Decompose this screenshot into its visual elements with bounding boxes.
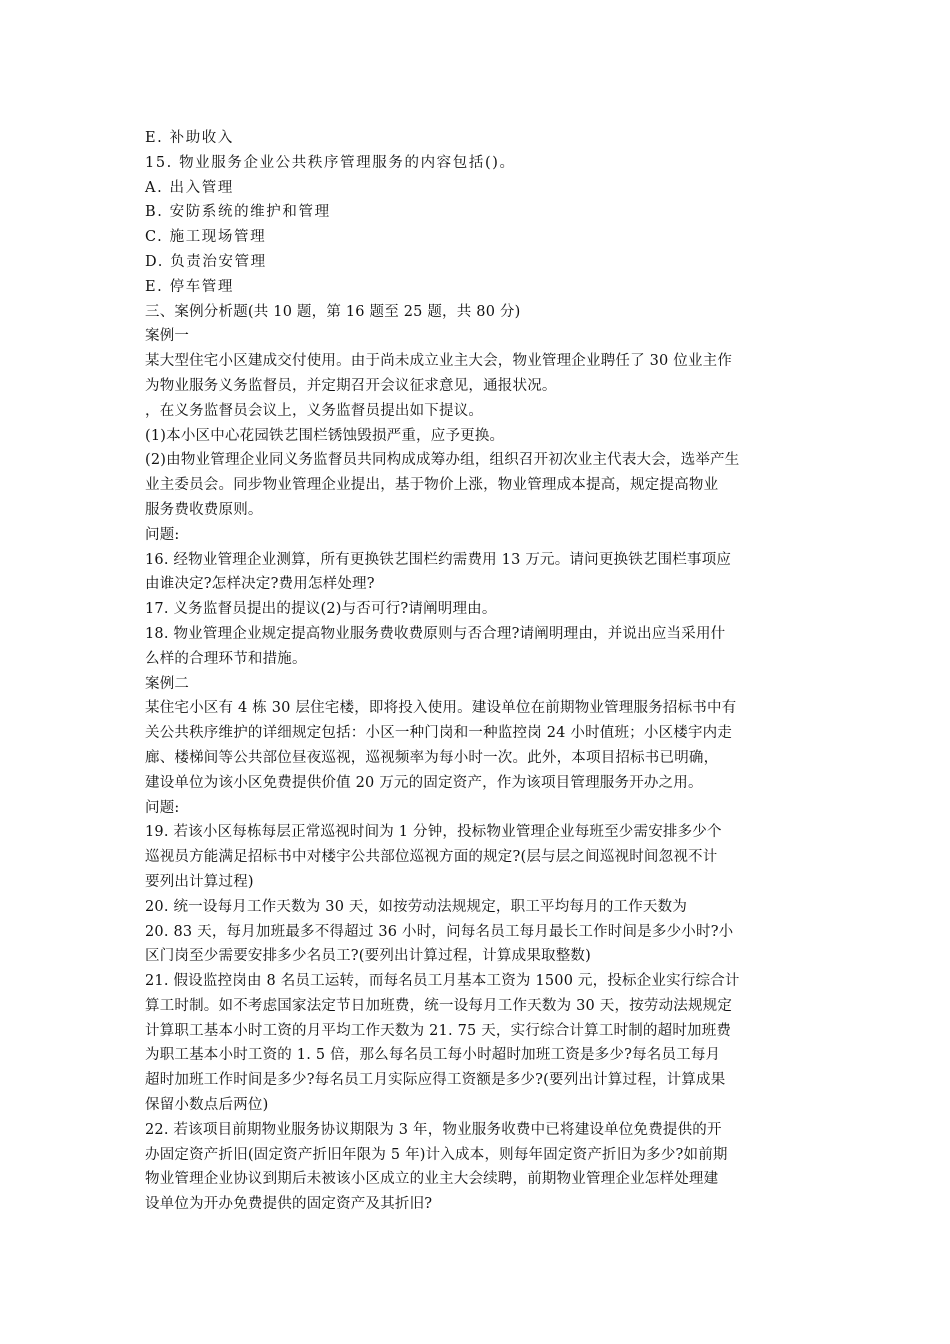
case-1-paragraph-line: 为物业服务义务监督员，并定期召开会议征求意见，通报状况。 xyxy=(145,377,557,394)
case-1-proposal-2: (2)由物业管理企业同义务监督员共同构成成筹办组，组织召开初次业主代表大会，选举产生 xyxy=(145,452,740,469)
option-c-q15: C. 施工现场管理 xyxy=(145,229,267,246)
question-21-cont: 计算职工基本小时工资的月平均工作天数为 21. 75 天，实行综合计算工时制的超时加班费 xyxy=(145,1022,732,1039)
section-heading-case-analysis: 三、案例分析题(共 10 题，第 16 题至 25 题，共 80 分) xyxy=(145,303,521,320)
case-2-paragraph-line: 关公共秩序维护的详细规定包括：小区一种门岗和一种监控岗 24 小时值班；小区楼宇内走 xyxy=(145,725,733,742)
case-1-heading: 案例一 xyxy=(145,328,190,345)
option-e-q15: E. 停车管理 xyxy=(145,278,235,295)
document-body xyxy=(145,126,810,1217)
option-a-q15: A. 出入管理 xyxy=(145,179,234,196)
question-20: 20. 统一设每月工作天数为 30 天，如按劳动法规规定，职工平均每月的工作天数为 xyxy=(145,898,688,915)
case-1-questions-label: 问题: xyxy=(145,526,180,543)
case-1-paragraph-line: 某大型住宅小区建成交付使用。由于尚未成立业主大会，物业管理企业聘任了 30 位业主作 xyxy=(145,353,733,370)
question-19-cont: 巡视员方能满足招标书中对楼宇公共部位巡视方面的规定?(层与层之间巡视时间忽视不计 xyxy=(145,849,718,866)
question-17: 17. 义务监督员提出的提议(2)与否可行?请阐明理由。 xyxy=(145,601,497,618)
question-21-cont: 算工时制。如不考虑国家法定节日加班费，统一设每月工作天数为 30 天，按劳动法规规定 xyxy=(145,997,733,1014)
question-16-cont: 由谁决定?怎样决定?费用怎样处理? xyxy=(145,576,375,593)
question-21: 21. 假设监控岗由 8 名员工运转，而每名员工月基本工资为 1500 元，投标企业实行综合计 xyxy=(145,973,740,990)
case-1-paragraph-line: 服务费收费原则。 xyxy=(145,501,263,518)
case-1-paragraph-line: 业主委员会。同步物业管理企业提出，基于物价上涨，物业管理成本提高，规定提高物业 xyxy=(145,477,719,494)
option-e-q14: E. 补助收入 xyxy=(145,130,235,146)
case-2-heading: 案例二 xyxy=(145,675,190,692)
question-22-cont: 设单位为开办免费提供的固定资产及其折旧? xyxy=(145,1196,433,1213)
case-2-paragraph-line: 廊、楼梯间等公共部位昼夜巡视，巡视频率为每小时一次。此外，本项目招标书已明确， xyxy=(145,749,719,766)
case-2-paragraph-line: 某住宅小区有 4 栋 30 层住宅楼，即将投入使用。建设单位在前期物业管理服务招标书中有 xyxy=(145,700,737,717)
question-21-cont: 为职工基本小时工资的 1. 5 倍，那么每名员工每小时超时加班工资是多少?每名员工每月 xyxy=(145,1047,721,1064)
question-16: 16. 经物业管理企业测算，所有更换铁艺围栏约需费用 13 万元。请问更换铁艺围栏事项应 xyxy=(145,551,732,568)
case-1-proposal-1: (1)本小区中心花园铁艺围栏锈蚀毁损严重，应予更换。 xyxy=(145,427,505,444)
case-2-questions-label: 问题: xyxy=(145,799,180,816)
question-21-cont: 超时加班工作时间是多少?每名员工月实际应得工资额是多少?(要列出计算过程，计算成果 xyxy=(145,1072,726,1089)
question-19-cont: 要列出计算过程) xyxy=(145,873,254,890)
question-19: 19. 若该小区每栋每层正常巡视时间为 1 分钟，投标物业管理企业每班至少需安排多少个 xyxy=(145,824,722,841)
question-18: 18. 物业管理企业规定提高物业服务费收费原则与否合理?请阐明理由，并说出应当采用什 xyxy=(145,625,726,642)
option-d-q15: D. 负责治安管理 xyxy=(145,253,267,270)
question-20-cont: 区门岗至少需要安排多少名员工?(要列出计算过程，计算成果取整数) xyxy=(145,948,591,965)
question-22-cont: 办固定资产折旧(固定资产折旧年限为 5 年)计入成本，则每年固定资产折旧为多少?如前期 xyxy=(145,1146,728,1163)
option-b-q15: B. 安防系统的维护和管理 xyxy=(145,204,331,221)
question-22: 22. 若该项目前期物业服务协议期限为 3 年，物业服务收费中已将建设单位免费提供的开 xyxy=(145,1121,722,1138)
case-1-paragraph-line: ，在义务监督员会议上，义务监督员提出如下提议。 xyxy=(145,402,484,419)
question-15: 15. 物业服务企业公共秩序管理服务的内容包括()。 xyxy=(145,154,516,171)
question-18-cont: 么样的合理环节和措施。 xyxy=(145,650,307,667)
question-20-cont: 20. 83 天，每月加班最多不得超过 36 小时，问每名员工每月最长工作时间是多少小时?小 xyxy=(145,923,734,940)
case-2-paragraph-line: 建设单位为该小区免费提供价值 20 万元的固定资产，作为该项目管理服务开办之用。 xyxy=(145,774,703,791)
question-22-cont: 物业管理企业协议到期后未被该小区成立的业主大会续聘，前期物业管理企业怎样处理建 xyxy=(145,1171,719,1188)
question-21-cont: 保留小数点后两位) xyxy=(145,1097,269,1114)
